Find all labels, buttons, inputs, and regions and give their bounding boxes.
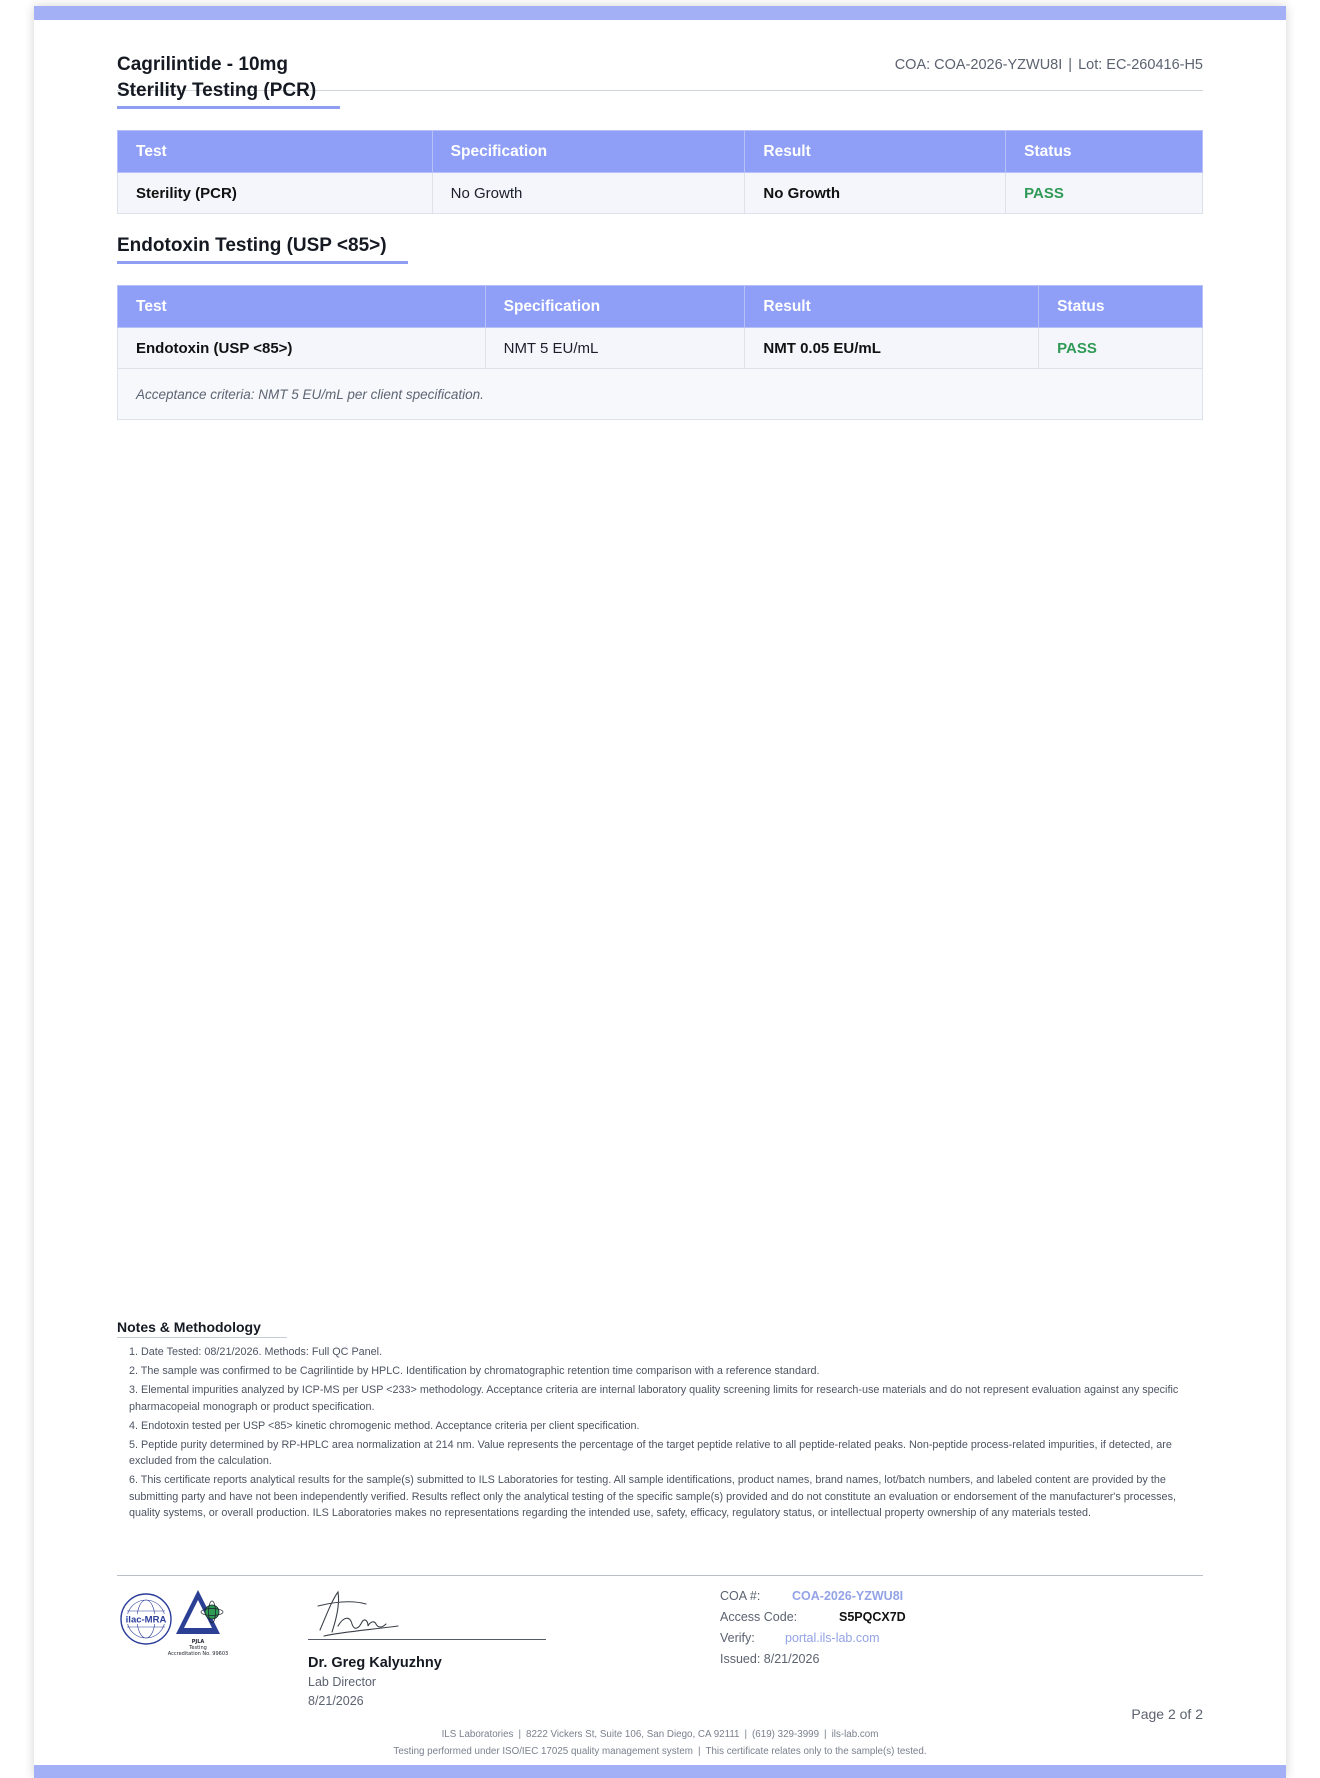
column-header-specification: Specification [485, 286, 745, 328]
signatory-name: Dr. Greg Kalyuzhny [308, 1655, 442, 1671]
handwritten-signature [312, 1586, 402, 1642]
bottom-accent-band [34, 1765, 1286, 1778]
header-separator: | [1068, 57, 1073, 73]
pjla-logo [167, 1588, 232, 1658]
coa-number-label: COA #: [720, 1589, 761, 1603]
list-item: 5. Peptide purity determined by RP-HPLC area normalization at 214 nm. Value represents the percentage of the target peptide relative to all peptide-related peaks. Non-peptide process-related impurities, if detected, are excluded from the calculation. [129, 1438, 1172, 1468]
svg-text:Accreditation No. 99603: Accreditation No. 99603 [167, 1651, 229, 1657]
notes-title: Notes & Methodology [117, 1319, 261, 1335]
issued-value: 8/21/2026 [763, 1652, 820, 1666]
page-number: Page 2 of 2 [1131, 1706, 1203, 1722]
signature-date: 8/21/2026 [308, 1694, 364, 1708]
footer-scope-statement: This certificate relates only to the sample(s) tested. [705, 1746, 927, 1757]
list-item: 6. This certificate reports analytical results for the sample(s) submitted to ILS Laboratories for testing. All sample identifications, product names, brand names, lot/batch numbers, and labeled content are provided by the submitting party and have not been independently verified. Results reflect only the analytical testing of the specific sample(s) provided and do not constitute an evaluation or endorsement of the manufacturer's processes, quality systems, or overall production. ILS Laboratories makes no representations regarding the intended use, safety, efficacy, regulatory status, or intellectual property ownership of any materials tested. [129, 1474, 1176, 1520]
status-badge: PASS [1006, 173, 1203, 214]
table-header-row [118, 131, 1203, 173]
notes-title-underline [117, 1337, 287, 1338]
verify-link[interactable]: portal.ils-lab.com [785, 1631, 880, 1645]
footer-statement: Testing performed under ISO/IEC 17025 quality management system | This certificate relates only to the sample(s) tested. [393, 1746, 927, 1757]
endotoxin-table [117, 285, 1203, 420]
specification-cell: NMT 5 EU/mL [485, 328, 745, 369]
list-item: 1. Date Tested: 08/21/2026. Methods: Full QC Panel. [129, 1346, 383, 1358]
footer-iso-statement: Testing performed under ISO/IEC 17025 quality management system [393, 1746, 693, 1757]
status-badge: PASS [1039, 328, 1203, 369]
top-accent-band [34, 6, 1286, 20]
acceptance-criteria-row [118, 369, 1203, 420]
column-header-test: Test [118, 286, 486, 328]
signature-line [308, 1639, 546, 1640]
product-name: Cagrilintide - 10mg [117, 54, 289, 75]
column-header-test: Test [118, 131, 433, 173]
column-header-status: Status [1006, 131, 1203, 173]
test-name-cell: Sterility (PCR) [118, 173, 433, 214]
notes-list [129, 1344, 1203, 1524]
sterility-table [117, 130, 1203, 214]
column-header-result: Result [745, 131, 1006, 173]
list-item: 3. Elemental impurities analyzed by ICP-MS per USP <233> methodology. Acceptance criteria are internal laboratory quality screening limits for research-use materials and do not represent evaluation against any specific pharmacopeial monograph or product specification. [129, 1383, 1179, 1413]
acceptance-criteria-note: Acceptance criteria: NMT 5 EU/mL per client specification. [118, 369, 1203, 420]
sterility-section-title: Sterility Testing (PCR) [117, 80, 317, 101]
result-cell: NMT 0.05 EU/mL [745, 328, 1039, 369]
issued-label: Issued: [720, 1652, 761, 1666]
endotoxin-section-title: Endotoxin Testing (USP <85>) [117, 235, 387, 256]
column-header-specification: Specification [432, 131, 745, 173]
signatory-role: Lab Director [308, 1675, 377, 1689]
specification-cell: No Growth [432, 173, 745, 214]
column-header-status: Status [1039, 286, 1203, 328]
footer-address: 8222 Vickers St, Suite 106, San Diego, CA 92111 [526, 1729, 740, 1740]
footer-phone: (619) 329-3999 [752, 1729, 820, 1740]
test-name-cell: Endotoxin (USP <85>) [118, 328, 486, 369]
access-code-value: S5PQCX7D [839, 1610, 906, 1624]
svg-text:Testing: Testing [189, 1645, 207, 1651]
list-item: 2. The sample was confirmed to be Cagrilintide by HPLC. Identification by chromatographic retention time comparison with a reference standard. [129, 1364, 820, 1377]
sterility-title-underline [117, 106, 340, 109]
svg-text:PJLA: PJLA [191, 1639, 205, 1645]
column-header-result: Result [745, 286, 1039, 328]
list-item: 4. Endotoxin tested per USP <85> kinetic chromogenic method. Acceptance criteria per client specification. [129, 1419, 640, 1432]
coa-lot-reference [895, 57, 1203, 73]
ilac-mra-logo [119, 1592, 173, 1646]
access-code-label: Access Code: [720, 1610, 798, 1624]
result-cell: No Growth [745, 173, 1006, 214]
meta-access-row [720, 1610, 906, 1624]
svg-text:ilac-MRA: ilac-MRA [125, 1614, 167, 1626]
footer-divider [117, 1575, 1203, 1576]
table-row [118, 173, 1203, 214]
table-row [118, 328, 1203, 369]
table-header-row [118, 286, 1203, 328]
meta-verify-row [720, 1631, 880, 1645]
meta-issued-row [720, 1652, 819, 1666]
coa-number: COA: COA-2026-YZWU8I [894, 57, 1063, 73]
footer-company-info: ILS Laboratories | 8222 Vickers St, Suite 106, San Diego, CA 92111 | (619) 329-3999 | ils-lab.com [441, 1729, 879, 1740]
endotoxin-title-underline [117, 261, 408, 264]
verify-label: Verify: [720, 1631, 755, 1645]
meta-coa-row [720, 1589, 904, 1603]
footer-company: ILS Laboratories [441, 1729, 514, 1740]
footer-website: ils-lab.com [831, 1729, 879, 1740]
coa-number-value: COA-2026-YZWU8I [792, 1589, 904, 1603]
certificate-page [34, 6, 1286, 1778]
lot-number: Lot: EC-260416-H5 [1078, 57, 1203, 73]
